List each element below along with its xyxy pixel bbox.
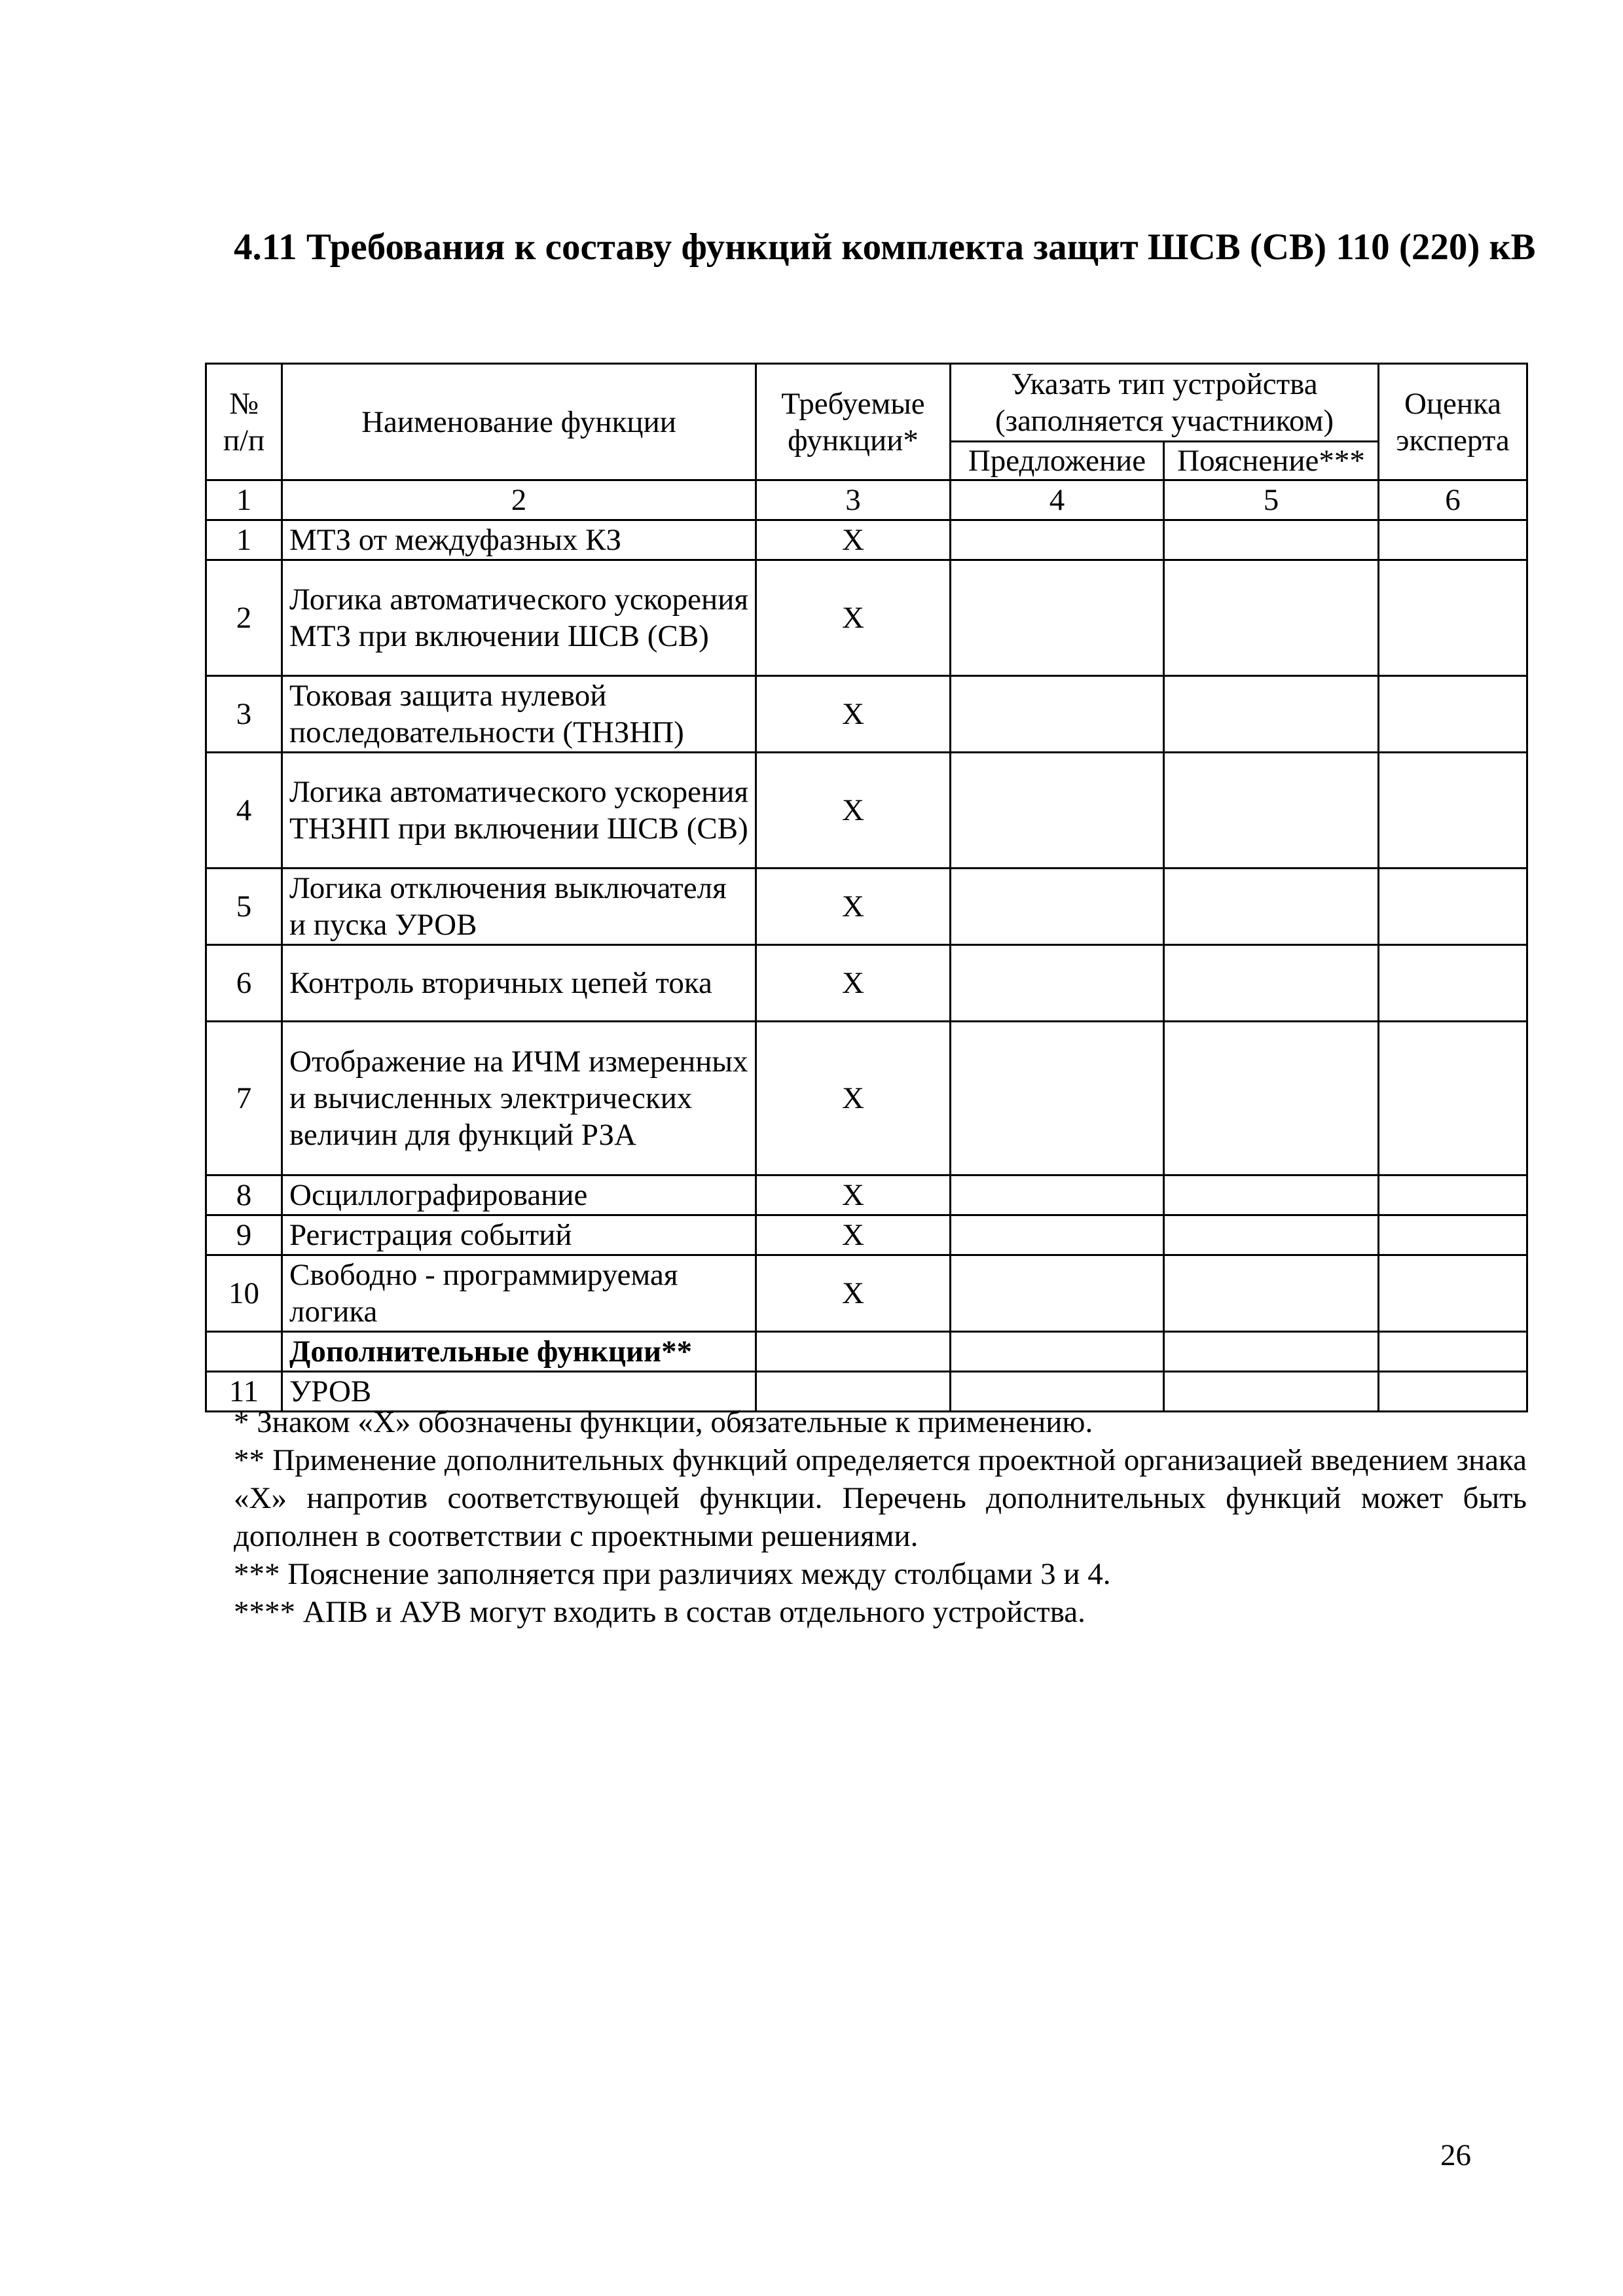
page-number: 26 [1440,2138,1471,2172]
expert-cell[interactable] [1379,1022,1527,1175]
function-name: Отображение на ИЧМ измеренных и вычисленных электрических величин для функций РЗА [282,1022,756,1175]
required-mark: X [756,1215,951,1255]
function-name: Логика автоматического ускорения МТЗ при включении ШСВ (СВ) [282,560,756,676]
table-row [206,869,1527,945]
table-row [206,1215,1527,1255]
proposal-cell[interactable] [951,869,1164,945]
row-number: 6 [206,945,282,1022]
table-row [206,560,1527,676]
header-explanation: Пояснение*** [1164,442,1379,480]
function-name: Контроль вторичных цепей тока [282,945,756,1022]
row-number: 5 [206,869,282,945]
function-name: Осциллографирование [282,1175,756,1215]
header-expert-rating: Оценка эксперта [1379,364,1527,480]
required-mark: X [756,945,951,1022]
row-number: 8 [206,1175,282,1215]
table-row [206,676,1527,753]
function-name: Токовая защита нулевой последовательности (ТНЗНП) [282,676,756,753]
table-header-row [206,364,1527,442]
proposal-cell[interactable] [951,560,1164,676]
required-mark: X [756,1175,951,1215]
explanation-cell[interactable] [1164,560,1379,676]
proposal-cell[interactable] [951,520,1164,560]
row-number: 4 [206,753,282,869]
explanation-cell[interactable] [1164,869,1379,945]
expert-cell[interactable] [1379,520,1527,560]
row-number: 1 [206,520,282,560]
explanation-cell[interactable] [1164,520,1379,560]
proposal-cell[interactable] [951,753,1164,869]
explanation-cell[interactable] [1164,1255,1379,1332]
row-number: 3 [206,676,282,753]
expert-cell[interactable] [1379,869,1527,945]
row-number: 10 [206,1255,282,1332]
column-number: 3 [756,480,951,520]
table-row [206,520,1527,560]
row-number: 11 [206,1372,282,1412]
header-proposal: Предложение [951,442,1164,480]
explanation-cell[interactable] [1164,1175,1379,1215]
column-number: 2 [282,480,756,520]
required-mark: X [756,753,951,869]
explanation-cell[interactable] [1164,1215,1379,1255]
expert-cell[interactable] [1379,1255,1527,1332]
additional-functions-header-row [206,1332,1527,1372]
expert-cell[interactable] [1379,753,1527,869]
explanation-cell[interactable] [1164,1332,1379,1372]
function-name: Регистрация событий [282,1215,756,1255]
footnote: * Знаком «Х» обозначены функции, обязательные к применению. [234,1405,1093,1439]
proposal-cell[interactable] [951,945,1164,1022]
expert-cell[interactable] [1379,1175,1527,1215]
required-mark: X [756,676,951,753]
row-number: 2 [206,560,282,676]
required-mark [756,1332,951,1372]
proposal-cell[interactable] [951,1175,1164,1215]
proposal-cell[interactable] [951,1255,1164,1332]
section-title: 4.11 Требования к составу функций комплекта защит ШСВ (СВ) 110 (220) кВ [234,226,1536,268]
header-device-type: Указать тип устройства (заполняется участником) [951,364,1379,442]
expert-cell[interactable] [1379,1215,1527,1255]
function-name: Логика отключения выключателя и пуска УРОВ [282,869,756,945]
table-row [206,753,1527,869]
expert-cell[interactable] [1379,676,1527,753]
footnotes [234,1403,1527,1631]
required-mark: X [756,869,951,945]
column-number: 1 [206,480,282,520]
function-name: Свободно - программируемая логика [282,1255,756,1332]
explanation-cell[interactable] [1164,1022,1379,1175]
function-name: УРОВ [282,1372,756,1412]
footnote: ** Применение дополнительных функций определяется проектной организацией введением знака «Х» напротив соответствующей функции. Перечень дополнительных функций может быть дополнен в соответствии с проектными решениями. [234,1443,1527,1553]
proposal-cell[interactable] [951,1215,1164,1255]
header-required-functions: Требуемые функции* [756,364,951,480]
header-num: № п/п [206,364,282,480]
proposal-cell[interactable] [951,1332,1164,1372]
required-mark: X [756,1022,951,1175]
column-number: 6 [1379,480,1527,520]
required-mark: X [756,560,951,676]
table-row [206,1022,1527,1175]
footnote: *** Пояснение заполняется при различиях между столбцами 3 и 4. [234,1557,1111,1591]
row-number: 7 [206,1022,282,1175]
requirements-table [205,363,1528,1412]
column-number: 5 [1164,480,1379,520]
expert-cell[interactable] [1379,560,1527,676]
column-number: 4 [951,480,1164,520]
column-numbers-row [206,480,1527,520]
expert-cell[interactable] [1379,1332,1527,1372]
proposal-cell[interactable] [951,676,1164,753]
table-row [206,945,1527,1022]
required-mark: X [756,520,951,560]
footnote: **** АПВ и АУВ могут входить в состав отдельного устройства. [234,1595,1085,1629]
required-mark: X [756,1255,951,1332]
table-row [206,1175,1527,1215]
function-name: Логика автоматического ускорения ТНЗНП при включении ШСВ (СВ) [282,753,756,869]
proposal-cell[interactable] [951,1022,1164,1175]
explanation-cell[interactable] [1164,945,1379,1022]
empty-cell [206,1332,282,1372]
row-number: 9 [206,1215,282,1255]
explanation-cell[interactable] [1164,676,1379,753]
explanation-cell[interactable] [1164,753,1379,869]
additional-functions-heading: Дополнительные функции** [282,1332,756,1372]
expert-cell[interactable] [1379,945,1527,1022]
header-function-name: Наименование функции [282,364,756,480]
function-name: МТЗ от междуфазных КЗ [282,520,756,560]
table-row [206,1255,1527,1332]
